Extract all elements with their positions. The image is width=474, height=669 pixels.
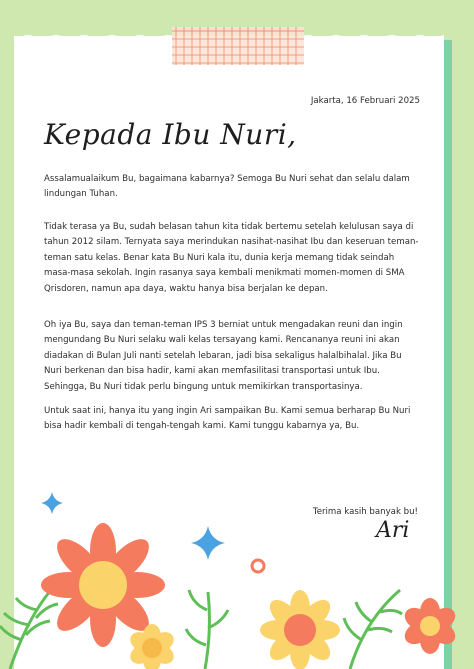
- leaf-icon: [344, 590, 402, 669]
- floral-decoration: [0, 470, 474, 669]
- letter-paragraph-2: Tidak terasa ya Bu, sudah belasan tahun kita tidak bertemu setelah kelulusan saya di tahun 2012 silam. Ternyata saya merindukan nasihat-nasihat Ibu dan keseruan teman-teman satu kelas. Benar kata Bu Nuri kala itu, dunia kerja memang tidak seindah masa-masa sekolah. Ingin rasanya saya kembali menikmati momen-momen di SMA Qrisdoren, namun apa daya, waktu hanya bisa berjalan ke depan.: [44, 222, 419, 294]
- flower-icon: [260, 590, 340, 669]
- flower-icon: [127, 624, 178, 669]
- letter-date: Jakarta, 16 Februari 2025: [310, 96, 420, 106]
- letter-salutation: Kepada Ibu Nuri,: [44, 118, 297, 151]
- dot-decoration: [252, 560, 264, 572]
- letter-signature: Ari: [376, 518, 410, 543]
- letter-paragraph-3: Oh iya Bu, saya dan teman-teman IPS 3 berniat untuk mengadakan reuni dan ingin mengundang Bu Nuri selaku wali kelas tersayang kami. Rencananya reuni ini akan diadakan di Bulan Juli nanti setelah lebaran, jadi bisa sekaligus halalbihalal. Jika Bu Nuri berkenan dan bisa hadir, kami akan memfasilitasi transportasi untuk Ibu. Sehingga, Bu Nuri tidak perlu bingung untuk memikirkan transportasinya.: [44, 320, 403, 392]
- sparkle-icon: [41, 492, 63, 514]
- sparkle-icon: [191, 526, 225, 560]
- leaf-icon: [186, 590, 228, 669]
- letter-paragraph-4: Untuk saat ini, hanya itu yang ingin Ari sampaikan Bu. Kami semua berharap Bu Nuri bisa hadir kembali di tengah-tengah kami. Kami tunggu kabarnya ya, Bu.: [44, 406, 411, 432]
- letter-closing: Terima kasih banyak bu!: [312, 507, 418, 517]
- grid-tape-icon: [172, 27, 304, 65]
- flower-icon: [401, 598, 459, 654]
- letter-paragraph-1: Assalamualaikum Bu, bagaimana kabarnya? Semoga Bu Nuri sehat dan selalu dalam lindungan Tuhan.: [44, 174, 410, 200]
